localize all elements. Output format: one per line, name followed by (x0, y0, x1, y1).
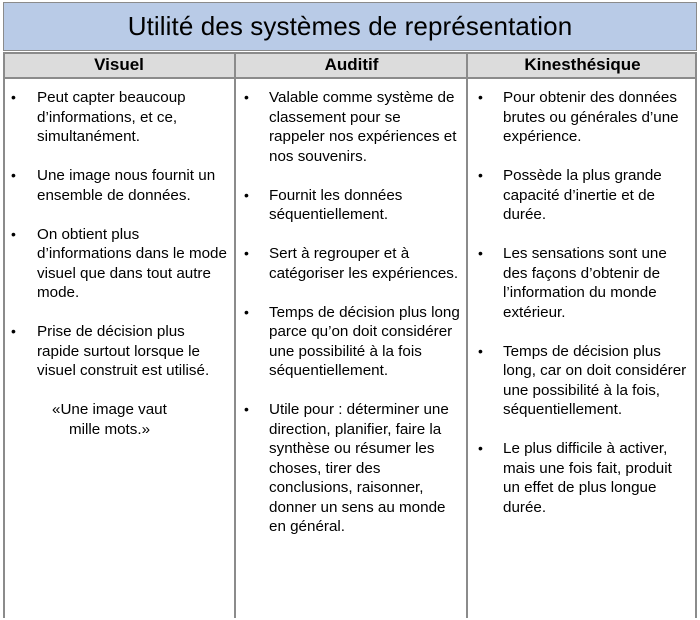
header-divider (3, 77, 697, 79)
table-header-row (3, 52, 697, 78)
header-auditif: Auditif (324, 55, 379, 74)
bullet-icon: • (11, 167, 16, 183)
page-title: Utilité des systèmes de représentation (3, 2, 697, 51)
quote-line-1: «Une image vaut (52, 401, 167, 418)
header-kinesthesique: Kinesthésique (524, 55, 641, 74)
comparison-table (3, 52, 697, 618)
bullet-icon: • (244, 303, 249, 320)
list-item (236, 400, 466, 537)
list-item (468, 342, 695, 420)
table-top-border (3, 52, 697, 54)
list-item (468, 439, 695, 517)
list-item (468, 166, 695, 225)
bullet-icon: • (244, 245, 249, 261)
list-item-text: Le plus difficile à activer, mais une fois fait, produit un effet de plus longue durée. (503, 440, 672, 516)
column-kinesthesique (468, 88, 695, 517)
list-item-text: Prise de décision plus rapide surtout lorsque le visuel construit est utilisé. (37, 323, 210, 379)
list-item (468, 244, 695, 322)
list-item-text: Valable comme système de classement pour se rappeler nos expériences et nos souvenirs. (269, 89, 457, 165)
bullet-icon: • (478, 342, 483, 359)
list-item (3, 322, 234, 381)
bullet-icon: • (11, 323, 16, 339)
quote-line-2: mille mots.» (69, 420, 151, 438)
list-item-text: Temps de décision plus long, car on doit considérer une possibilité à la fois, séquentiellement. (503, 342, 687, 418)
bullet-icon: • (11, 89, 16, 105)
column-auditif (236, 88, 466, 537)
list-item-text: Une image nous fournit un ensemble de données. (37, 167, 216, 204)
bullet-icon: • (244, 89, 249, 105)
list-item (236, 303, 466, 381)
list-item-text: On obtient plus d’informations dans le mode visuel que dans tout autre mode. (37, 225, 227, 301)
list-item (3, 225, 234, 303)
list-item-text: Possède la plus grande capacité d’inertie et de durée. (503, 167, 662, 223)
bullet-icon: • (478, 245, 483, 261)
list-item-text: Sert à regrouper et à catégoriser les expériences. (269, 245, 459, 282)
header-visuel: Visuel (94, 55, 144, 74)
list-item-text: Utile pour : déterminer une direction, planifier, faire la synthèse ou résumer les choses, tirer des conclusions, raisonner, donner un sens au monde en général. (269, 401, 449, 535)
list-item-text: Peut capter beaucoup d’informations, et ce, simultanément. (37, 89, 186, 145)
list-item (236, 244, 466, 283)
bullet-icon: • (11, 225, 16, 242)
bullet-icon: • (478, 440, 483, 456)
list-item-text: Fournit les données séquentiellement. (269, 186, 403, 223)
list-item (3, 88, 234, 147)
column-visuel (3, 88, 234, 439)
bullet-icon: • (478, 89, 483, 105)
list-item (468, 88, 695, 147)
list-item-text: Temps de décision plus long parce qu’on doit considérer une possibilité à la fois séquentiellement. (269, 303, 460, 379)
bullet-icon: • (478, 167, 483, 183)
bullet-icon: • (244, 401, 249, 417)
list-item (236, 88, 466, 166)
list-item-text: Les sensations sont une des façons d’obtenir de l’information du monde extérieur. (503, 245, 667, 321)
table-right-border (695, 52, 697, 618)
list-item (236, 186, 466, 225)
list-item-text: Pour obtenir des données brutes ou générales d’une expérience. (503, 89, 679, 145)
bullet-icon: • (244, 186, 249, 203)
list-item (3, 166, 234, 205)
